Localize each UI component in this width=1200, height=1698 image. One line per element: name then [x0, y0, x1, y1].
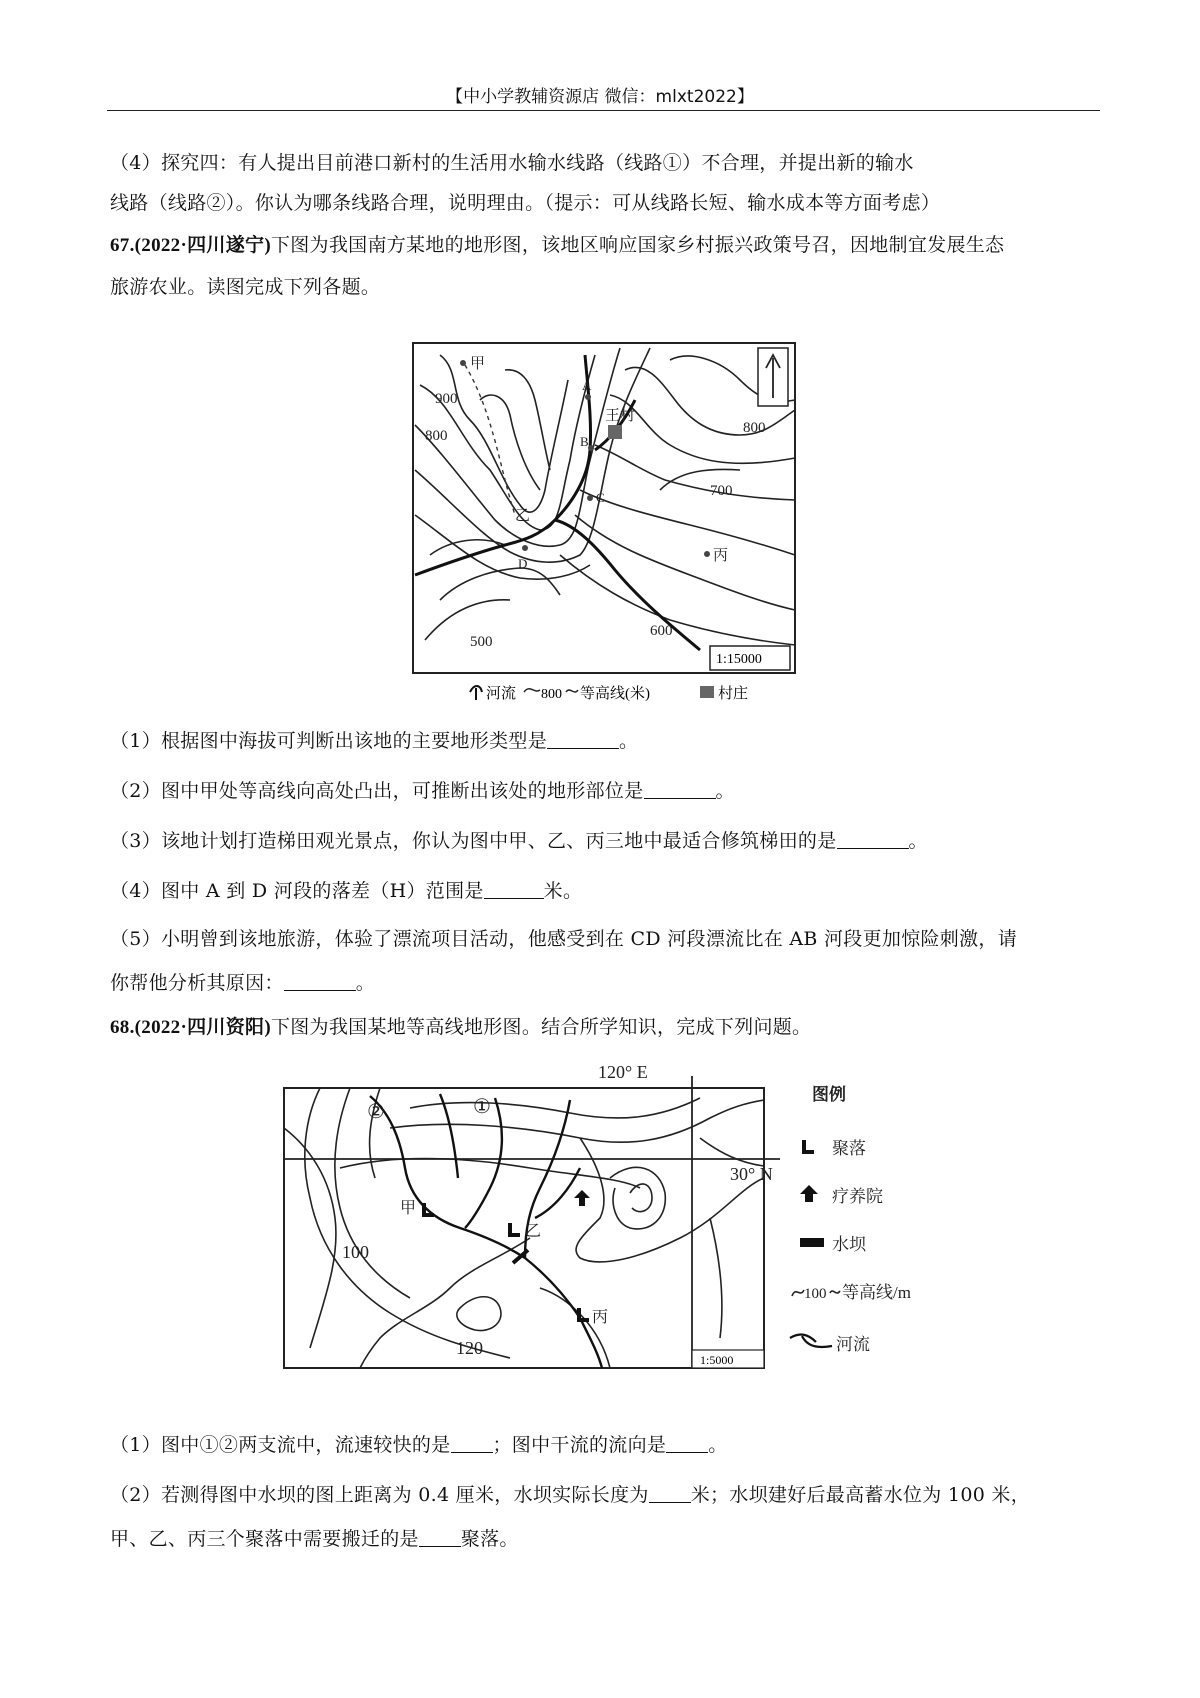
answer-blank-q68-2b[interactable] [419, 1528, 461, 1547]
legend-contour: 等高线(米) [580, 686, 650, 702]
contour-label-120: 120 [456, 1338, 483, 1358]
contour-legend-icon [792, 1290, 804, 1296]
q67-map-frame [413, 343, 795, 673]
label-tributary-1: ① [473, 1096, 491, 1118]
q68-stem: 68.(2022·四川资阳)下图为我国某地等高线地形图。结合所学知识，完成下列问题。 [110, 1016, 812, 1038]
q67-number: 67.(2022·四川遂宁) [110, 235, 271, 256]
legend-river: 河流 [486, 686, 517, 702]
q68-number: 68.(2022·四川资阳) [110, 1017, 271, 1038]
q68-sub2-line2: 甲、乙、丙三个聚落中需要搬迁的是 聚落。 [110, 1528, 519, 1550]
scale-label: 1:5000 [700, 1353, 734, 1367]
settlement-legend-icon [802, 1140, 814, 1154]
label-jia: 甲 [470, 356, 486, 372]
label-tributary-2: ② [367, 1101, 385, 1123]
q68-sub2-line1: （2）若测得图中水坝的图上距离为 0.4 厘米，水坝实际长度为 米；水坝建好后最高蓄水位为 100 米， [110, 1484, 1031, 1506]
legend-settlement: 聚落 [832, 1139, 866, 1158]
legend-title: 图例 [812, 1085, 846, 1104]
q67-sub2: （2）图中甲处等高线向高处凸出，可推断出该处的地形部位是 。 [110, 780, 735, 802]
label-B: B [580, 434, 589, 449]
page-header: 【中小学教辅资源店 微信：mlxt2022】 [446, 87, 754, 107]
contour-label-100: 100 [342, 1242, 369, 1262]
q67-scale-box [710, 646, 790, 670]
answer-blank-q68-2a[interactable] [649, 1484, 691, 1503]
label-C: C [596, 490, 605, 505]
village-symbol [608, 425, 622, 439]
contour-label-700: 700 [710, 483, 733, 499]
legend-dam: 水坝 [832, 1235, 866, 1254]
point-D [522, 545, 528, 551]
legend-contour-value: 100 [804, 1286, 827, 1302]
q68-topographic-map [280, 1058, 920, 1378]
legend-sanatorium: 疗养院 [832, 1187, 883, 1206]
q67-stem-line1 [110, 230, 1004, 257]
legend-contour-value: 800 [541, 687, 562, 702]
answer-blank-q67-5[interactable] [284, 972, 356, 991]
point-A [585, 394, 591, 400]
contour-legend-icon [524, 689, 540, 692]
q68-settlement-icons [422, 1203, 589, 1322]
q67-legend [470, 684, 748, 702]
label-village: 王村 [605, 408, 636, 424]
legend-contour: 等高线/m [842, 1283, 911, 1302]
north-arrow [758, 348, 788, 406]
q68-sub1: （1）图中①②两支流中，流速较快的是 ；图中干流的流向是 。 [110, 1434, 728, 1456]
label-bing: 丙 [713, 548, 729, 564]
label-lon-120e: 120° E [598, 1062, 648, 1082]
q67-sub1: （1）根据图中海拔可判断出该地的主要地形类型是 。 [110, 730, 639, 752]
sanatorium-symbol [574, 1190, 590, 1206]
contour-label-900: 900 [435, 391, 458, 407]
river-legend-icon [470, 686, 482, 700]
answer-blank-q68-1b[interactable] [666, 1434, 708, 1453]
q67-stem1: 下图为我国南方某地的地形图，该地区响应国家乡村振兴政策号召，因地制宜发展生态 [270, 234, 1005, 256]
label-yi: 乙 [515, 508, 531, 524]
dam-legend-icon [800, 1238, 824, 1247]
point-bing [704, 551, 710, 557]
label-jia: 甲 [400, 1200, 417, 1217]
q67-contours [415, 348, 795, 645]
point-B [588, 445, 594, 451]
tributary-2 [440, 1094, 458, 1178]
q67-sub5-line2: 你帮他分析其原因： 。 [110, 972, 376, 994]
answer-blank-q67-4[interactable] [484, 880, 544, 899]
village-legend-icon [700, 686, 714, 698]
contour-label-500: 500 [470, 634, 493, 650]
label-bing: 丙 [592, 1309, 609, 1326]
contour-label-800a: 800 [425, 428, 448, 444]
legend-village: 村庄 [718, 686, 749, 702]
label-lat-30n: 30° N [730, 1164, 773, 1184]
legend-river: 河流 [836, 1335, 870, 1354]
label-A: A [582, 378, 592, 393]
q67-topographic-map [410, 340, 810, 710]
sanatorium-legend-icon [800, 1185, 818, 1202]
contour-label-800b: 800 [743, 420, 766, 436]
q68-legend [790, 1084, 911, 1354]
q66-part4-line2: 线路（线路②）。你认为哪条线路合理，说明理由。（提示：可从线路长短、输水成本等方面考虑） [110, 192, 941, 214]
answer-blank-q67-3[interactable] [837, 830, 909, 849]
label-yi: 乙 [525, 1223, 542, 1240]
q67-sub3: （3）该地计划打造梯田观光景点，你认为图中甲、乙、丙三地中最适合修筑梯田的是 。 [110, 830, 928, 852]
answer-blank-q67-2[interactable] [644, 780, 716, 799]
q67-stem-line2: 旅游农业。读图完成下列各题。 [110, 276, 381, 298]
label-D: D [518, 556, 528, 571]
q68-scale-box [692, 1350, 764, 1368]
answer-blank-q67-1[interactable] [547, 730, 619, 749]
point-C [587, 495, 593, 501]
q67-sub4: （4）图中 A 到 D 河段的落差（H）范围是 米。 [110, 880, 583, 902]
header-rule [107, 110, 1100, 111]
point-jia [460, 360, 466, 366]
answer-blank-q68-1a[interactable] [451, 1434, 493, 1453]
q67-sub5-line1: （5）小明曾到该地旅游，体验了漂流项目活动，他感受到在 CD 河段漂流比在 AB 河段更加惊险刺激，请 [110, 928, 1018, 950]
contour-label-600: 600 [650, 623, 673, 639]
q66-part4-line1: （4）探究四：有人提出目前港口新村的生活用水输水线路（线路①）不合理，并提出新的输水 [110, 152, 914, 174]
scale-label: 1:15000 [716, 652, 762, 667]
river-legend-icon [790, 1335, 832, 1347]
